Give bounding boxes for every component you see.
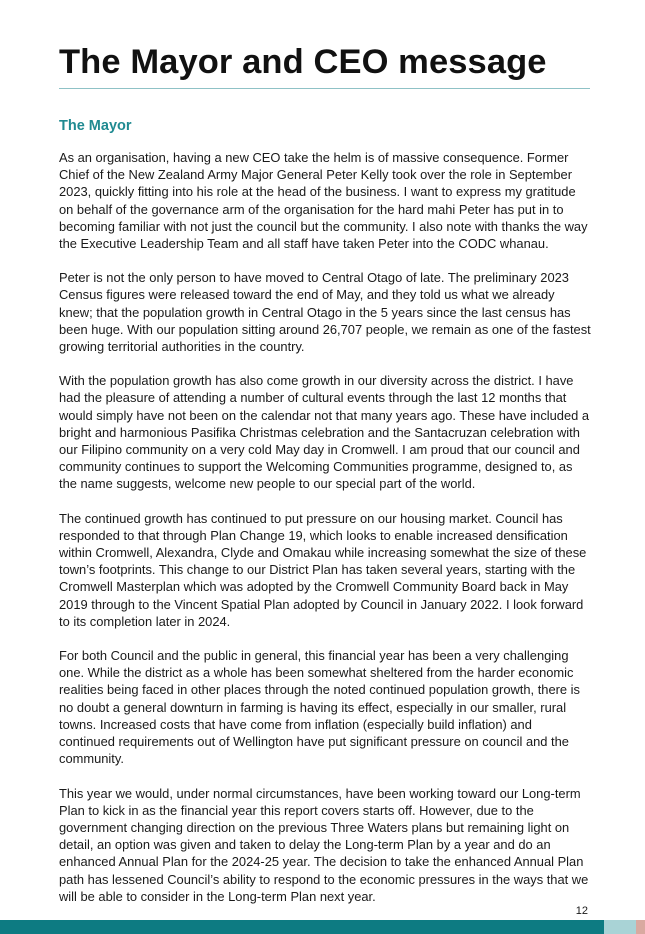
title-divider bbox=[59, 88, 590, 89]
footer-bar-light-segment bbox=[604, 920, 636, 934]
paragraph-financial-year: For both Council and the public in general, this financial year has been a very challenging one. While the district as a whole has been somewhat sheltered from the harder economic realities being faced in other places through the noted continued population growth, there is no doubt a general downturn in farming is having its effect, especially in our smaller, rural towns. Increased costs that have come from inflation (especially build inflation) and continued requirements out of Wellington have put significant pressure on council and the community. bbox=[59, 648, 580, 767]
footer-bar bbox=[0, 920, 645, 934]
section-heading: The Mayor bbox=[59, 118, 132, 134]
paragraph-diversity: With the population growth has also come growth in our diversity across the district. I have had the pleasure of attending a number of cultural events through the last 12 months that would simply have not been on the calendar not that many years ago. These have included a bright and harmonious Pasifika Christmas celebration and the Santacruzan celebration with our Filipino community on a very cold May day in Cromwell. I am proud that our council and community continues to support the Welcoming Communities programme, designed to, as the name suggests, welcome new people to our special part of the world. bbox=[59, 373, 590, 492]
paragraph-population: Peter is not the only person to have moved to Central Otago of late. The preliminary 2023 Census figures were released toward the end of May, and they told us what we already knew; that the population growth in Central Otago in the 5 years since the last census has been huge. With our population sitting around 26,707 people, we remain as one of the fastest growing territorial authorities in the country. bbox=[59, 270, 591, 355]
page-number: 12 bbox=[575, 905, 588, 917]
paragraph-long-term-plan: This year we would, under normal circumstances, have been working toward our Long-term Plan to kick in as the financial year this report covers starts off. However, due to the government changing direction on the previous Three Waters plans but remaining light on detail, an option was given and taken to delay the Long-term Plan by a year and do an enhanced Annual Plan for the 2024-25 year. The decision to take the enhanced Annual Plan path has lessened Council’s ability to respond to the economic pressures in the ways that we will be able to consider in the Long-term Plan next year. bbox=[59, 785, 589, 904]
paragraph-new-ceo: As an organisation, having a new CEO take the helm is of massive consequence. Former Chief of the New Zealand Army Major General Peter Kelly took over the role in September 2023, quickly fitting into his role at the head of the business. I want to express my gratitude on behalf of the governance arm of the organisation for the hard mahi Peter has put in to becoming familiar with not just the council but the community. I also note with thanks the way the Executive Leadership Team and all staff have taken Peter into the CODC whanau. bbox=[59, 150, 588, 252]
footer-bar-accent-segment bbox=[636, 920, 645, 934]
message-body bbox=[59, 149, 591, 922]
footer-bar-main-segment bbox=[0, 920, 604, 934]
page-title: The Mayor and CEO message bbox=[59, 43, 547, 81]
paragraph-housing: The continued growth has continued to put pressure on our housing market. Council has responded to that through Plan Change 19, which looks to enable increased densification within Cromwell, Alexandra, Clyde and Omakau while increasing somewhat the size of these town’s footprints. This change to our District Plan has taken several years, starting with the Cromwell Masterplan which was adopted by the Cromwell Community Board back in May 2019 through to the Vincent Spatial Plan adopted by Council in January 2022. I look forward to its completion later in 2024. bbox=[59, 510, 587, 629]
